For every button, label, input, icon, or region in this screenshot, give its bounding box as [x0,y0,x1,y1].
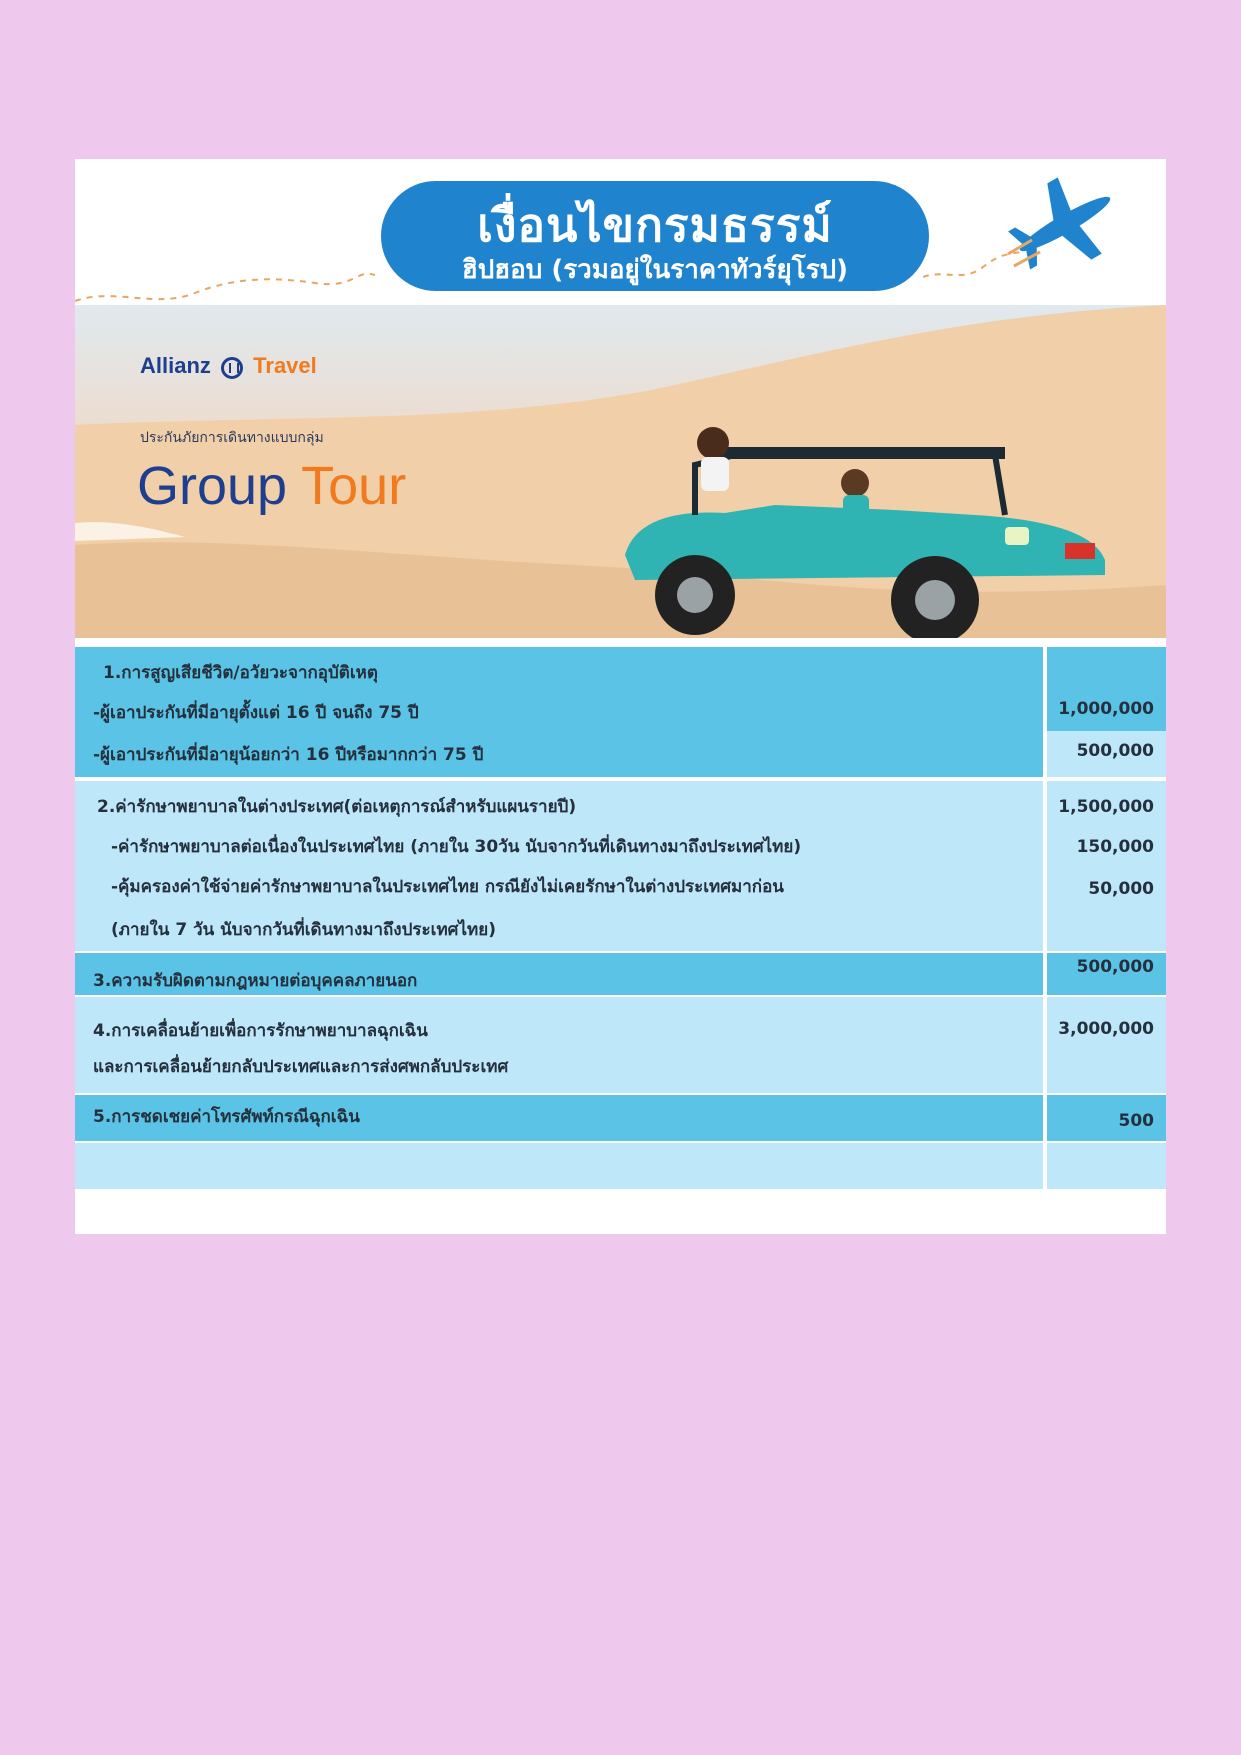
row-value: 500,000 [1076,741,1154,761]
table-row-empty [75,1143,1166,1189]
row-value: 1,000,000 [1058,699,1154,719]
table-row-1a [75,691,1166,731]
row-value: 150,000 [1076,837,1154,857]
row-value: 500 [1118,1111,1154,1131]
row-label: และการเคลื่อนย้ายกลับประเทศและการส่งศพกลับประเทศ [93,1057,509,1077]
table-row-5 [75,1095,1166,1141]
tagline: ประกันภัยการเดินทางแบบกลุ่ม [140,430,324,446]
row-label: 1.การสูญเสียชีวิต/อวัยวะจากอุบัติเหตุ [103,663,378,683]
title-pill [381,181,929,291]
row-label: 2.ค่ารักษาพยาบาลในต่างประเทศ(ต่อเหตุการณ์สำหรับแผนรายปี) [97,797,577,817]
table-row-1-title [75,647,1166,691]
row-value: 50,000 [1088,879,1154,899]
table-row-1b [75,731,1166,777]
product-name: Group Tour [137,456,407,516]
policy-card [75,159,1166,1234]
page-title: เงื่อนไขกรมธรรม์ [477,198,833,252]
row-label: (ภายใน 7 วัน นับจากวันที่เดินทางมาถึงประเทศไทย) [111,920,496,940]
airplane-icon [1000,174,1130,274]
page-subtitle: ฮิปฮอบ (รวมอยู่ในราคาทัวร์ยุโรป) [461,255,849,285]
table-row-4 [75,997,1166,1093]
row-label: -ค่ารักษาพยาบาลต่อเนื่องในประเทศไทย (ภายใน 30วัน นับจากวันที่เดินทางมาถึงประเทศไทย) [111,837,802,857]
row-value: 1,500,000 [1058,797,1154,817]
table-row-3 [75,953,1166,995]
row-label: -ผู้เอาประกันที่มีอายุตั้งแต่ 16 ปี จนถึง 75 ปี [93,703,419,723]
row-value: 500,000 [1076,957,1154,977]
row-value: 3,000,000 [1058,1019,1154,1039]
allianz-travel-logo: Allianz Travel [140,353,317,378]
header [75,159,1166,305]
allianz-logo-icon [221,357,243,379]
dotted-flight-path-left [75,159,375,305]
row-label: -คุ้มครองค่าใช้จ่ายค่ารักษาพยาบาลในประเทศไทย กรณียังไม่เคยรักษาในต่างประเทศมาก่อน [111,877,784,897]
row-label: 5.การชดเชยค่าโทรศัพท์กรณีฉุกเฉิน [93,1107,360,1127]
row-label: 3.ความรับผิดตามกฎหมายต่อบุคคลภายนอก [93,971,418,991]
table-row-2 [75,781,1166,951]
row-label: -ผู้เอาประกันที่มีอายุน้อยกว่า 16 ปีหรือมากกว่า 75 ปี [93,745,484,765]
row-label: 4.การเคลื่อนย้ายเพื่อการรักษาพยาบาลฉุกเฉิน [93,1021,428,1041]
hero-banner [75,305,1166,638]
